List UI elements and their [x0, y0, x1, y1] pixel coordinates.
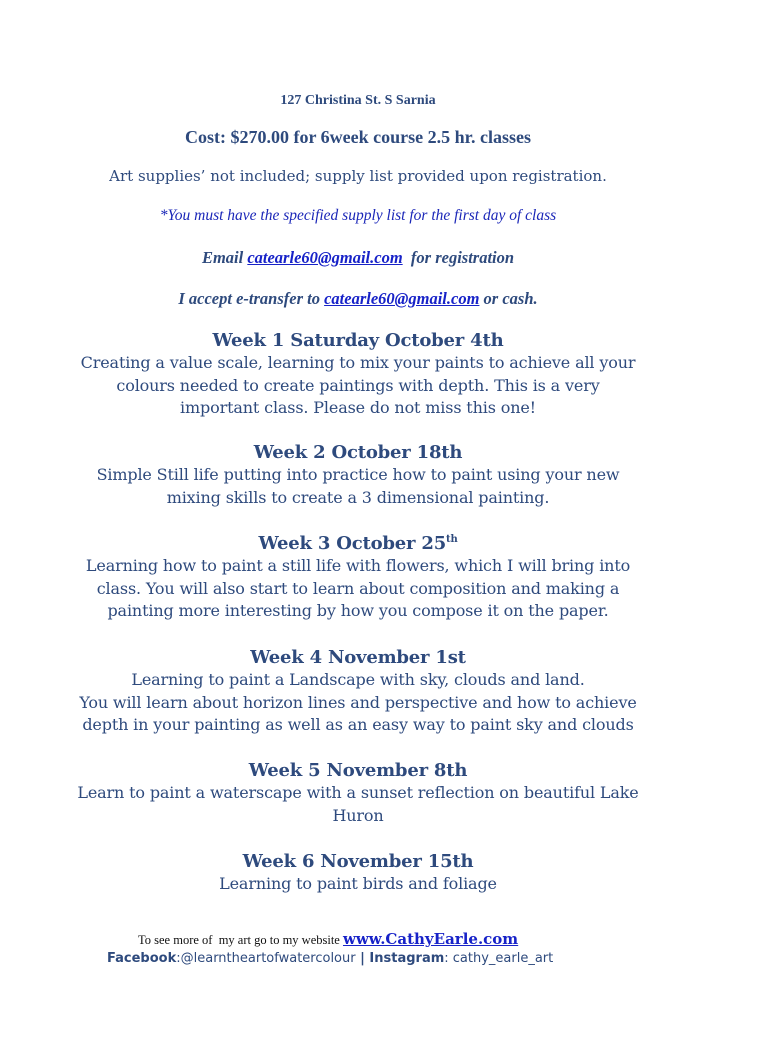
- email-prefix: Email: [201, 248, 248, 267]
- week-description: [40, 873, 676, 896]
- email-suffix: for registration: [402, 248, 515, 267]
- instagram-label: Instagram: [369, 951, 445, 966]
- description-line: painting more interesting by how you compose it on the paper.: [107, 601, 609, 620]
- week-4-section: [40, 646, 676, 737]
- week-title: Week 3 October 25th: [258, 533, 458, 554]
- supply-list-warning: *You must have the specified supply list for the first day of class: [159, 207, 557, 224]
- description-line: Learn to paint a waterscape with a sunset reflection on beautiful Lake: [77, 783, 639, 802]
- description-line: Huron: [332, 805, 384, 825]
- week-description: [40, 555, 676, 623]
- description-line: mixing skills to create a 3 dimensional painting.: [166, 487, 550, 507]
- facebook-label: Facebook: [107, 951, 177, 966]
- week-description: [40, 782, 676, 827]
- website-line: [138, 930, 518, 948]
- description-line: Creating a value scale, learning to mix your paints to achieve all your: [80, 353, 636, 372]
- week-title: Week 1 Saturday October 4th: [212, 330, 504, 351]
- registration-email-link[interactable]: catearle60@gmail.com: [247, 248, 403, 267]
- course-cost: Cost: $270.00 for 6week course 2.5 hr. classes: [185, 127, 531, 147]
- week-title: Week 4 November 1st: [250, 647, 466, 668]
- week-description: [40, 464, 676, 509]
- etransfer-suffix: or cash.: [479, 289, 538, 308]
- etransfer-prefix: I accept e-transfer to: [178, 289, 325, 308]
- week-title: Week 6 November 15th: [242, 851, 474, 872]
- week-3-section: [40, 532, 676, 623]
- description-line: Learning to paint birds and foliage: [219, 874, 497, 893]
- website-prefix: To see more of my art go to my website: [138, 933, 343, 947]
- description-line: Simple Still life putting into practice how to paint using your new: [96, 465, 620, 484]
- description-line: depth in your painting as well as an easy way to paint sky and clouds: [82, 715, 634, 734]
- description-line: class. You will also start to learn about composition and making a: [96, 578, 620, 598]
- description-line: Learning to paint a Landscape with sky, clouds and land.: [131, 670, 585, 689]
- address: 127 Christina St. S Sarnia: [280, 93, 436, 108]
- week-2-section: [40, 441, 676, 509]
- week-description: [40, 352, 676, 420]
- instagram-handle: : cathy_earle_art: [444, 951, 554, 966]
- week-1-section: [40, 329, 676, 420]
- week-title: Week 2 October 18th: [253, 442, 463, 463]
- etransfer-email-link[interactable]: catearle60@gmail.com: [324, 289, 480, 308]
- week-description: [40, 669, 676, 737]
- website-link[interactable]: www.CathyEarle.com: [342, 930, 519, 948]
- registration-email-line: [0, 248, 716, 268]
- week-5-section: [40, 759, 676, 827]
- description-line: colours needed to create paintings with depth. This is a very: [116, 375, 600, 395]
- social-line: [107, 951, 553, 966]
- description-line: important class. Please do not miss this one!: [180, 398, 536, 417]
- supplies-note: Art supplies’ not included; supply list provided upon registration.: [109, 167, 607, 185]
- description-line: Learning how to paint a still life with flowers, which I will bring into: [85, 556, 631, 575]
- week-title: Week 5 November 8th: [248, 760, 468, 781]
- description-line: You will learn about horizon lines and perspective and how to achieve: [79, 692, 637, 712]
- social-separator: |: [355, 951, 370, 966]
- ordinal-suffix: th: [446, 534, 458, 545]
- facebook-handle: :@learntheartofwatercolour: [176, 951, 356, 966]
- week-6-section: [40, 850, 676, 896]
- etransfer-line: [0, 289, 716, 309]
